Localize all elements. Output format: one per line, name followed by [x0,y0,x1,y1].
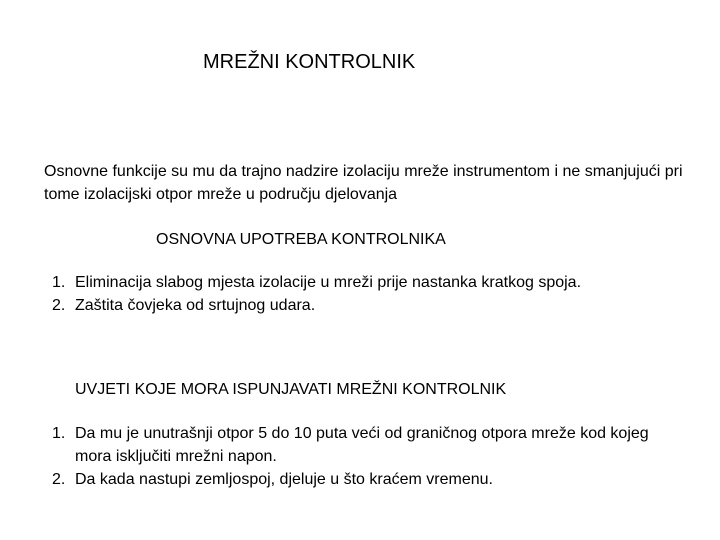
section-heading-requirements: UVJETI KOJE MORA ISPUNJAVATI MREŽNI KONTROLNIK [75,381,507,398]
list-item [52,468,652,491]
section-heading-usage: OSNOVNA UPOTREBA KONTROLNIKA [156,231,446,248]
list-item-number: 1. [52,274,66,291]
list-item-number: 2. [52,471,66,488]
intro-paragraph: Osnovne funkcije su mu da trajno nadzire izolaciju mreže instrumentom i ne smanjujući pri tome izolacijski otpor mreže u području djelovanja [44,163,683,203]
list-item-text: Da kada nastupi zemljospoj, djeluje u što kraćem vremenu. [75,471,493,488]
list-item [52,294,652,317]
list-item-number: 2. [52,297,66,314]
slide-title: MREŽNI KONTROLNIK [203,51,416,73]
requirements-list [52,422,652,491]
list-item [52,422,652,468]
list-item [52,271,652,294]
list-item-number: 1. [52,425,66,442]
list-item-text: Zaštita čovjeka od srtujnog udara. [75,297,316,314]
usage-list [52,271,652,317]
list-item-text: Da mu je unutrašnji otpor 5 do 10 puta veći od graničnog otpora mreže kod kojeg mora isključiti mrežni napon. [75,425,649,465]
list-item-text: Eliminacija slabog mjesta izolacije u mreži prije nastanka kratkog spoja. [75,274,582,291]
